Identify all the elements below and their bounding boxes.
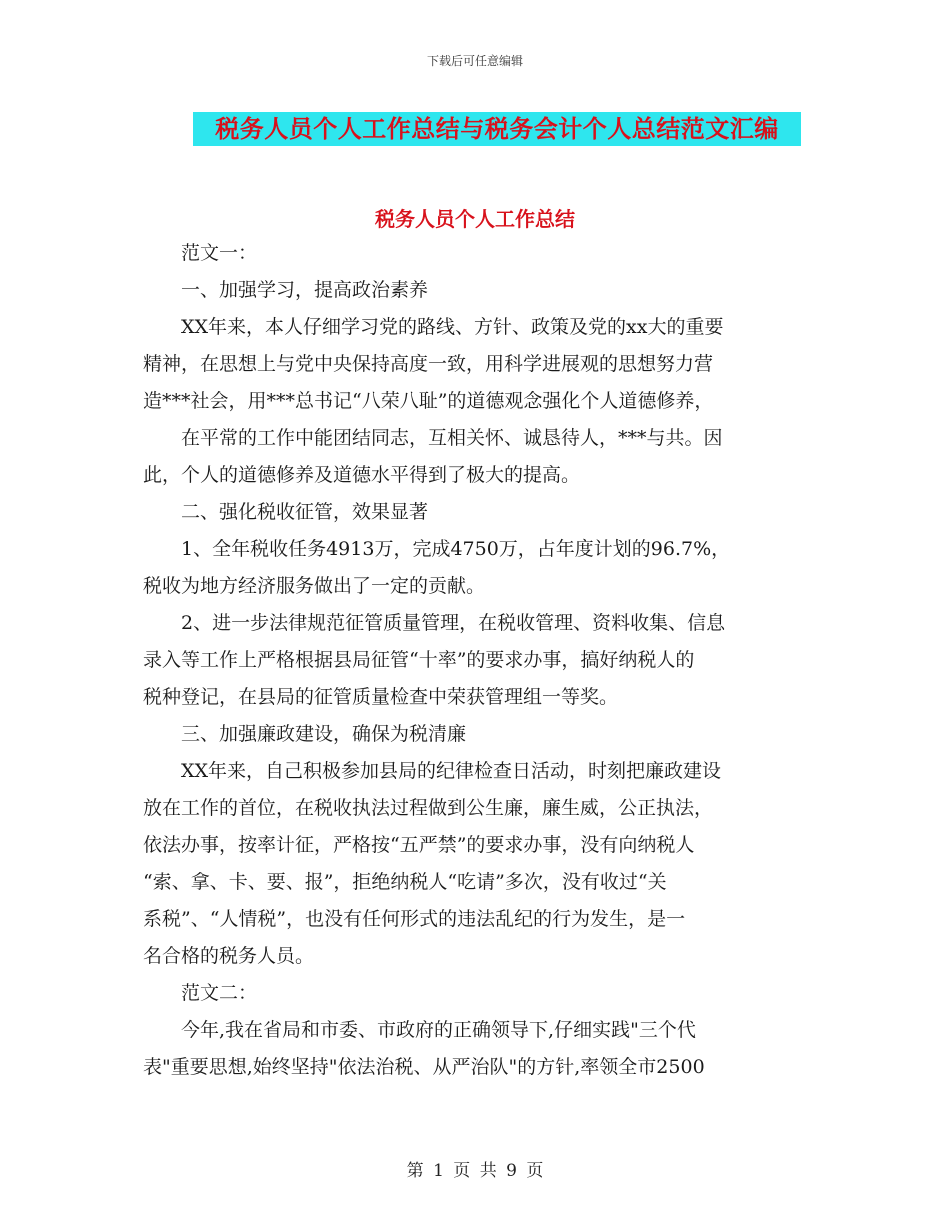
body-line: 2、进一步法律规范征管质量管理，在税收管理、资料收集、信息 <box>181 612 726 634</box>
body-line: 在平常的工作中能团结同志，互相关怀、诚恳待人，***与共。因 <box>181 427 723 449</box>
body-line: 此，个人的道德修养及道德水平得到了极大的提高。 <box>143 464 581 486</box>
body-line: 名合格的税务人员。 <box>143 945 315 967</box>
body-line: 税收为地方经济服务做出了一定的贡献。 <box>143 575 486 597</box>
section-title: 税务人员个人工作总结 <box>375 207 575 231</box>
document-title: 税务人员个人工作总结与税务会计个人总结范文汇编 <box>193 112 801 146</box>
body-line: 1、全年税收任务4913万，完成4750万，占年度计划的96.7%， <box>181 538 731 560</box>
body-line: 造***社会，用***总书记“八荣八耻”的道德观念强化个人道德修养， <box>143 390 714 412</box>
body-line: 今年,我在省局和市委、市政府的正确领导下,仔细实践"三个代 <box>181 1019 696 1041</box>
body-line: 二、强化税收征管，效果显著 <box>181 501 429 523</box>
body-line: XX年来，自己积极参加县局的纪律检查日活动，时刻把廉政建设 <box>181 760 722 782</box>
body-line: 税种登记，在县局的征管质量检查中荣获管理组一等奖。 <box>143 686 619 708</box>
page-number: 第 1 页 共 9 页 <box>406 1161 544 1181</box>
body-line: “索、拿、卡、要、报”，拒绝纳税人“吃请”多次，没有收过“关 <box>143 871 667 893</box>
body-line: 放在工作的首位，在税收执法过程做到公生廉，廉生威，公正执法， <box>143 797 714 819</box>
body-line: 三、加强廉政建设，确保为税清廉 <box>181 723 467 745</box>
body-line: 范文二： <box>181 982 258 1004</box>
header-note: 下载后可任意编辑 <box>426 54 523 68</box>
body-line: 系税”、“人情税”，也没有任何形式的违法乱纪的行为发生，是一 <box>143 908 686 930</box>
body-line: XX年来，本人仔细学习党的路线、方针、政策及党的xx大的重要 <box>181 316 724 338</box>
body-line: 精神，在思想上与党中央保持高度一致，用科学进展观的思想努力营 <box>143 353 714 375</box>
body-line: 录入等工作上严格根据县局征管“十率”的要求办事，搞好纳税人的 <box>143 649 695 671</box>
body-line: 依法办事，按率计征，严格按“五严禁”的要求办事，没有向纳税人 <box>143 834 695 856</box>
body-line: 一、加强学习，提高政治素养 <box>181 279 429 301</box>
document-body <box>143 235 808 1086</box>
body-line: 范文一： <box>181 242 258 264</box>
body-line: 表"重要思想,始终坚持"依法治税、从严治队"的方针,率领全市2500 <box>143 1056 705 1078</box>
